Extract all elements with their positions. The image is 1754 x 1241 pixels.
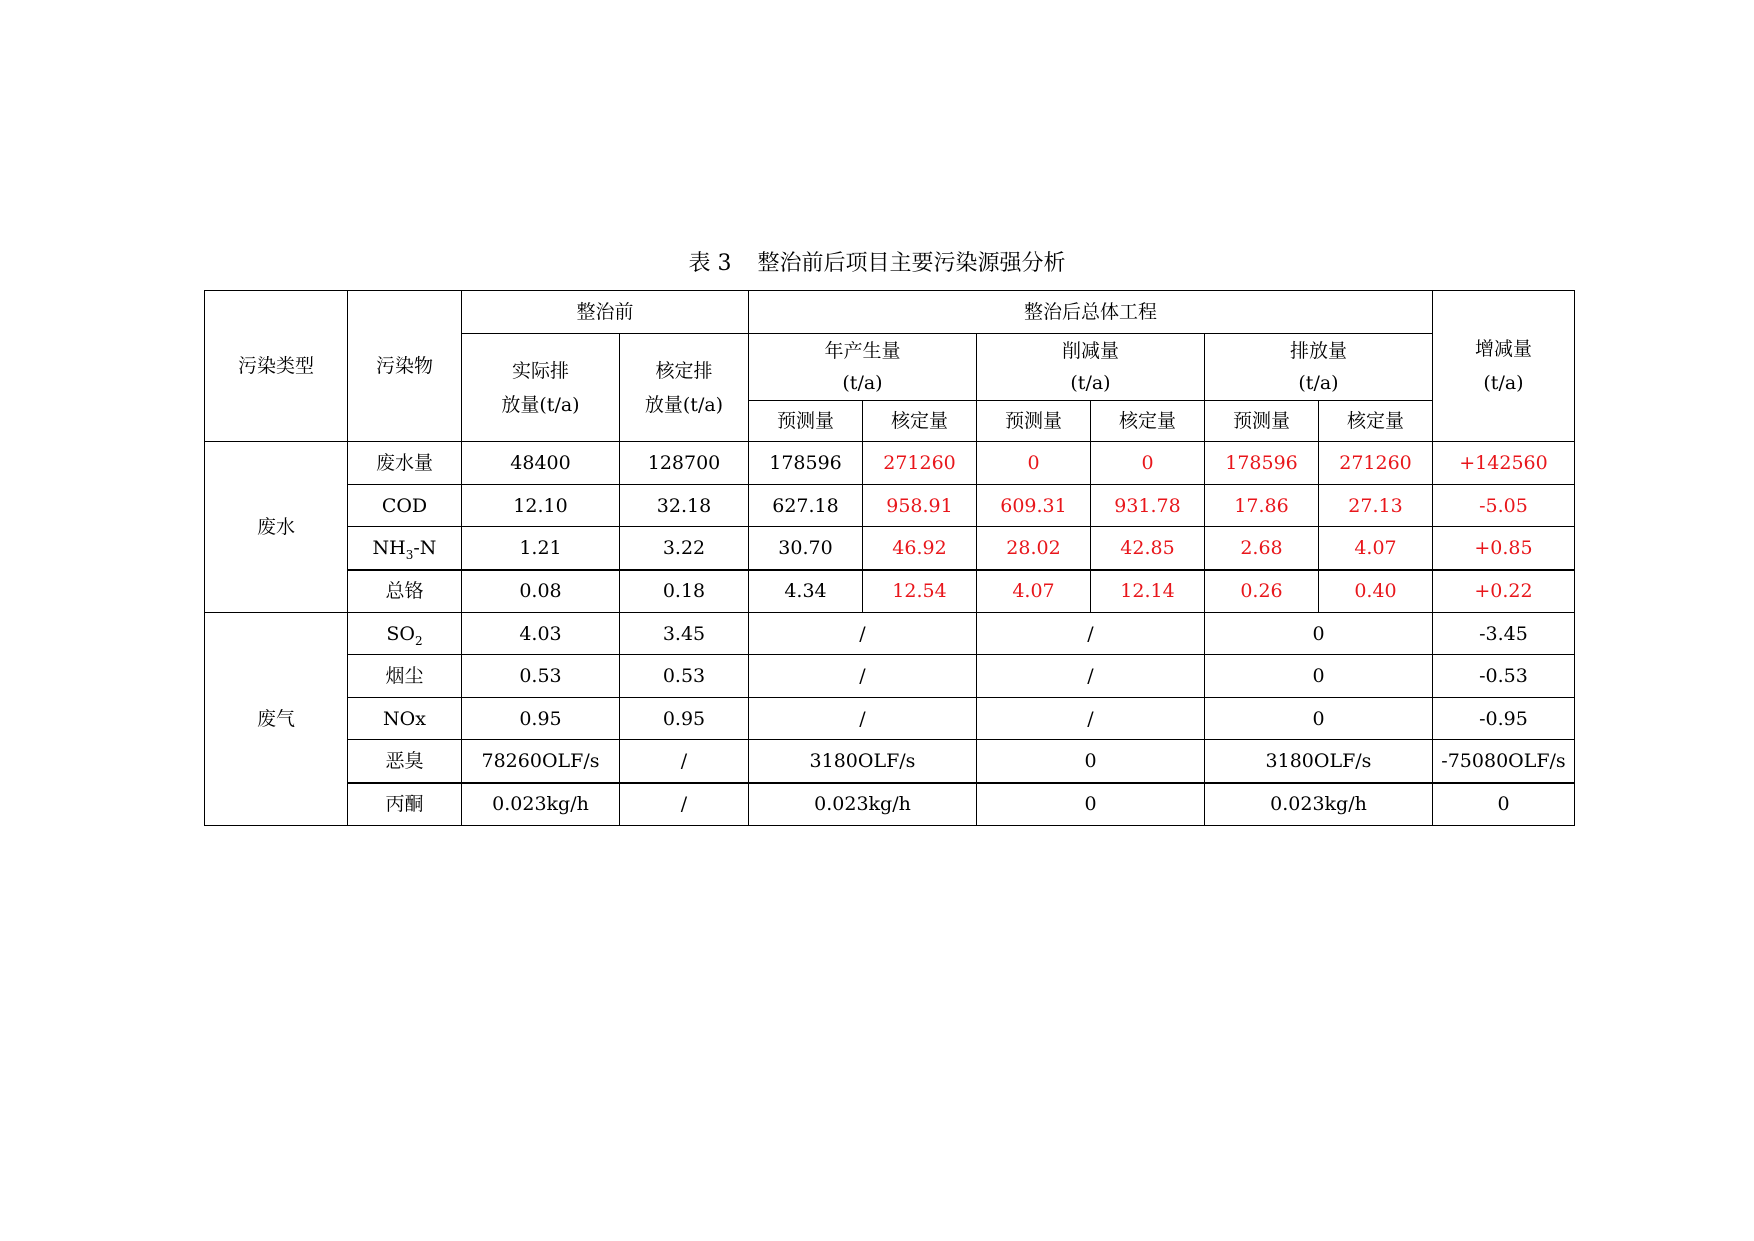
change-cell: -3.45 [1433, 613, 1575, 655]
header-annual-verified: 核定量 [863, 401, 977, 442]
group-wastewater: 废水 [205, 442, 348, 613]
annual-cell: 3180OLF/s [749, 740, 977, 783]
table-caption [0, 250, 1754, 278]
emission-predicted-cell: 178596 [1205, 442, 1319, 485]
change-cell: -75080OLF/s [1433, 740, 1575, 783]
change-cell: -0.53 [1433, 655, 1575, 698]
actual-cell: 78260OLF/s [462, 740, 620, 783]
pollutant-cell: COD [348, 485, 462, 527]
annual-predicted-cell: 178596 [749, 442, 863, 485]
annual-predicted-cell: 4.34 [749, 570, 863, 613]
actual-cell: 1.21 [462, 527, 620, 570]
actual-cell: 48400 [462, 442, 620, 485]
actual-cell: 0.53 [462, 655, 620, 698]
actual-cell: 0.08 [462, 570, 620, 613]
annual-predicted-cell: 627.18 [749, 485, 863, 527]
change-cell: +0.22 [1433, 570, 1575, 613]
reduction-verified-cell: 12.14 [1091, 570, 1205, 613]
emission-cell: 0.023kg/h [1205, 783, 1433, 826]
header-before: 整治前 [462, 291, 749, 334]
approved-cell: 32.18 [620, 485, 749, 527]
actual-cell: 12.10 [462, 485, 620, 527]
header-approved-emission: 核定排 放量(t/a) [620, 334, 749, 442]
actual-cell: 4.03 [462, 613, 620, 655]
header-row-1 [205, 291, 1575, 334]
emission-predicted-cell: 2.68 [1205, 527, 1319, 570]
header-change: 增减量 (t/a) [1433, 291, 1575, 442]
table-row [205, 655, 1575, 698]
reduction-predicted-cell: 28.02 [977, 527, 1091, 570]
pollutant-cell: 废水量 [348, 442, 462, 485]
emission-cell: 0 [1205, 698, 1433, 740]
annual-verified-cell: 271260 [863, 442, 977, 485]
annual-verified-cell: 958.91 [863, 485, 977, 527]
table-row [205, 442, 1575, 485]
emission-verified-cell: 271260 [1319, 442, 1433, 485]
change-cell: +142560 [1433, 442, 1575, 485]
pollutant-cell: 总铬 [348, 570, 462, 613]
header-pollution-type: 污染类型 [205, 291, 348, 442]
table-row [205, 783, 1575, 826]
approved-cell: / [620, 740, 749, 783]
reduction-verified-cell: 42.85 [1091, 527, 1205, 570]
actual-cell: 0.023kg/h [462, 783, 620, 826]
approved-cell: / [620, 783, 749, 826]
header-annual-predicted: 预测量 [749, 401, 863, 442]
header-annual-generation: 年产生量 (t/a) [749, 334, 977, 401]
pollutant-cell: $NH_3-N$ [348, 527, 462, 570]
pollutant-cell: 恶臭 [348, 740, 462, 783]
reduction-cell: / [977, 698, 1205, 740]
reduction-cell: / [977, 655, 1205, 698]
emission-predicted-cell: 0.26 [1205, 570, 1319, 613]
annual-predicted-cell: 30.70 [749, 527, 863, 570]
approved-cell: 0.18 [620, 570, 749, 613]
annual-verified-cell: 46.92 [863, 527, 977, 570]
header-actual-emission: 实际排 放量(t/a) [462, 334, 620, 442]
pollution-source-table [204, 290, 1575, 826]
annual-cell: / [749, 613, 977, 655]
change-cell: +0.85 [1433, 527, 1575, 570]
emission-cell: 0 [1205, 655, 1433, 698]
table-row [205, 485, 1575, 527]
table-row [205, 698, 1575, 740]
header-pollutant: 污染物 [348, 291, 462, 442]
emission-cell: 0 [1205, 613, 1433, 655]
header-reduction: 削减量 (t/a) [977, 334, 1205, 401]
approved-cell: 3.45 [620, 613, 749, 655]
header-reduction-verified: 核定量 [1091, 401, 1205, 442]
table-row [205, 570, 1575, 613]
emission-cell: 3180OLF/s [1205, 740, 1433, 783]
table-row [205, 527, 1575, 570]
approved-cell: 0.53 [620, 655, 749, 698]
header-emission: 排放量 (t/a) [1205, 334, 1433, 401]
change-cell: -5.05 [1433, 485, 1575, 527]
annual-cell: / [749, 655, 977, 698]
reduction-predicted-cell: 0 [977, 442, 1091, 485]
table-title: 整治前后项目主要污染源强分析 [757, 251, 1066, 276]
emission-predicted-cell: 17.86 [1205, 485, 1319, 527]
approved-cell: 0.95 [620, 698, 749, 740]
pollutant-cell: 烟尘 [348, 655, 462, 698]
pollutant-cell: $SO_2$ [348, 613, 462, 655]
actual-cell: 0.95 [462, 698, 620, 740]
group-wastegas: 废气 [205, 613, 348, 826]
pollutant-cell: 丙酮 [348, 783, 462, 826]
reduction-predicted-cell: 4.07 [977, 570, 1091, 613]
reduction-predicted-cell: 609.31 [977, 485, 1091, 527]
reduction-verified-cell: 931.78 [1091, 485, 1205, 527]
reduction-cell: 0 [977, 783, 1205, 826]
change-cell: 0 [1433, 783, 1575, 826]
emission-verified-cell: 0.40 [1319, 570, 1433, 613]
approved-cell: 128700 [620, 442, 749, 485]
header-reduction-predicted: 预测量 [977, 401, 1091, 442]
reduction-cell: / [977, 613, 1205, 655]
annual-verified-cell: 12.54 [863, 570, 977, 613]
reduction-verified-cell: 0 [1091, 442, 1205, 485]
annual-cell: / [749, 698, 977, 740]
table-label: 表 3 [688, 251, 732, 276]
change-cell: -0.95 [1433, 698, 1575, 740]
header-after: 整治后总体工程 [749, 291, 1433, 334]
annual-cell: 0.023kg/h [749, 783, 977, 826]
approved-cell: 3.22 [620, 527, 749, 570]
header-emission-predicted: 预测量 [1205, 401, 1319, 442]
pollutant-cell: NOx [348, 698, 462, 740]
table-row [205, 613, 1575, 655]
reduction-cell: 0 [977, 740, 1205, 783]
emission-verified-cell: 27.13 [1319, 485, 1433, 527]
header-emission-verified: 核定量 [1319, 401, 1433, 442]
emission-verified-cell: 4.07 [1319, 527, 1433, 570]
table-row [205, 740, 1575, 783]
